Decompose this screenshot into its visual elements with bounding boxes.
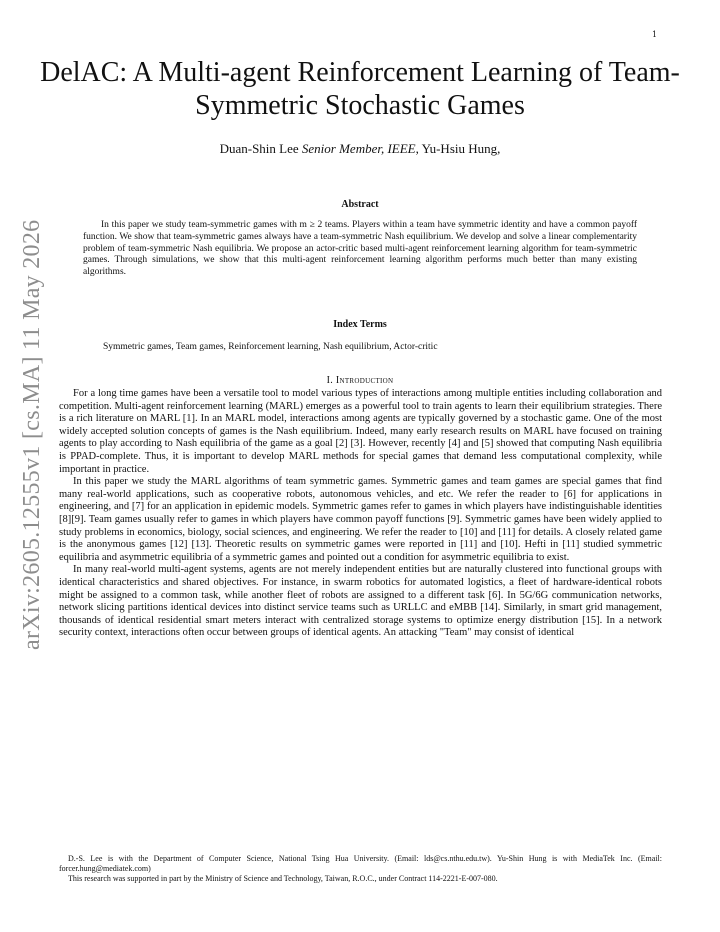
footnote-affiliation: D.-S. Lee is with the Department of Computer Science, National Tsing Hua University. (Email: lds@cs.nthu.edu.tw). Yu-Shin Hung is with MediaTek Inc. (Email: forcer.hung@mediatek.com) [59,854,662,874]
page-number: 1 [652,30,658,39]
author-line [40,141,680,157]
index-terms-heading: Index Terms [333,319,387,330]
author-separator: , [415,141,422,156]
author-name-2: Yu-Hsiu Hung, [421,141,501,156]
abstract-text: In this paper we study team-symmetric games with m ≥ 2 teams. Players within a team have symmetric identity and have a common payoff function. We show that team-symmetric games always have a team-symmetric Nash equilibrium. We develop and solve a linear complementarity problem of team-symmetric Nash equilibria. We propose an actor-critic based multi-agent reinforcement learning algorithm for team-symmetric games. Through simulations, we show that this multi-agent reinforcement learning algorithm performs much better than many existing algorithms. [83,220,637,278]
arxiv-identifier-stamp: arXiv:2605.12555v1 [cs.MA] 11 May 2026 [19,219,45,650]
author-name-1: Duan-Shin Lee [219,141,299,156]
index-terms-text: Symmetric games, Team games, Reinforcement learning, Nash equilibrium, Actor-critic [103,342,438,352]
footnotes [59,854,662,885]
footnote-funding: This research was supported in part by the Ministry of Science and Technology, Taiwan, R.O.C., under Contract 114-2221-E-007-080. [68,874,498,884]
section-name: Introduction [335,375,394,386]
body-paragraph-3: In many real-world multi-agent systems, agents are not merely independent entities but are naturally clustered into functional groups with identical characteristics and shared objectives. For instance, in swarm robotics for automated logistics, a fleet of hardware-identical robots might be assigned to a common task, while another fleet of robots are assigned to a different task [6]. In 5G/6G communication networks, network slicing partitions identical devices into distinct service teams such as URLLC and eMBB [14]. Similarly, in smart grid management, thousands of identical residential smart meters interact with centralized storage systems to optimize energy distribution [15]. In a network security context, interactions often occur between groups of identical agents. An attacking "Team" may consist of identical [59,564,662,639]
section-heading [0,375,720,386]
introduction-body [59,388,662,640]
body-paragraph-2: In this paper we study the MARL algorithms of team symmetric games. Symmetric games and team games are special games that find many real-world applications, such as cooperative robots, autonomous vehicles, and etc. We refer the reader to [6] for applications in engineering, and [7] for an application in epidemic models. Symmetric games refer to games in which players have indistinguishable identities [8][9]. Team games usually refer to games in which players have common payoff functions [9]. Symmetric games have been widely applied to study problems in economics, biology, social sciences, and engineering. We refer the reader to [10] and [11] for details. A closely related game is the anonymous games [12] [13]. Theoretic results on symmetric games were reported in [11] and [10]. Hefti in [11] studied symmetric equilibria and asymmetric equilibria of a symmetric games and pointed out a condition for asymmetric equilibria to exist. [59,476,662,563]
paper-title: DelAC: A Multi-agent Reinforcement Learning of Team-Symmetric Stochastic Games [40,57,680,121]
body-paragraph-1: For a long time games have been a versatile tool to model various types of interactions among multiple entities including collaboration and competition. Multi-agent reinforcement learning (MARL) emerges as a powerful tool to train agents to learn their equilibrium strategies. There is a rich literature on MARL [1]. In an MARL model, interactions among agents are typically governed by a stochastic game. One of the most widely accepted solution concepts of games is the Nash equilibrium. Indeed, many early research results on MARL have focused on training agents to play according to Nash equilibria of the game as a goal [2] [3]. However, recently [4] and [5] showed that computing Nash equilibria is PPAD-complete. Thus, it is important to develop MARL methods for special games that demand less computational complexity, while important in practice. [59,388,662,475]
abstract-heading: Abstract [341,199,379,210]
author-membership: Senior Member, IEEE [301,141,416,156]
section-numeral: I. [326,375,334,386]
